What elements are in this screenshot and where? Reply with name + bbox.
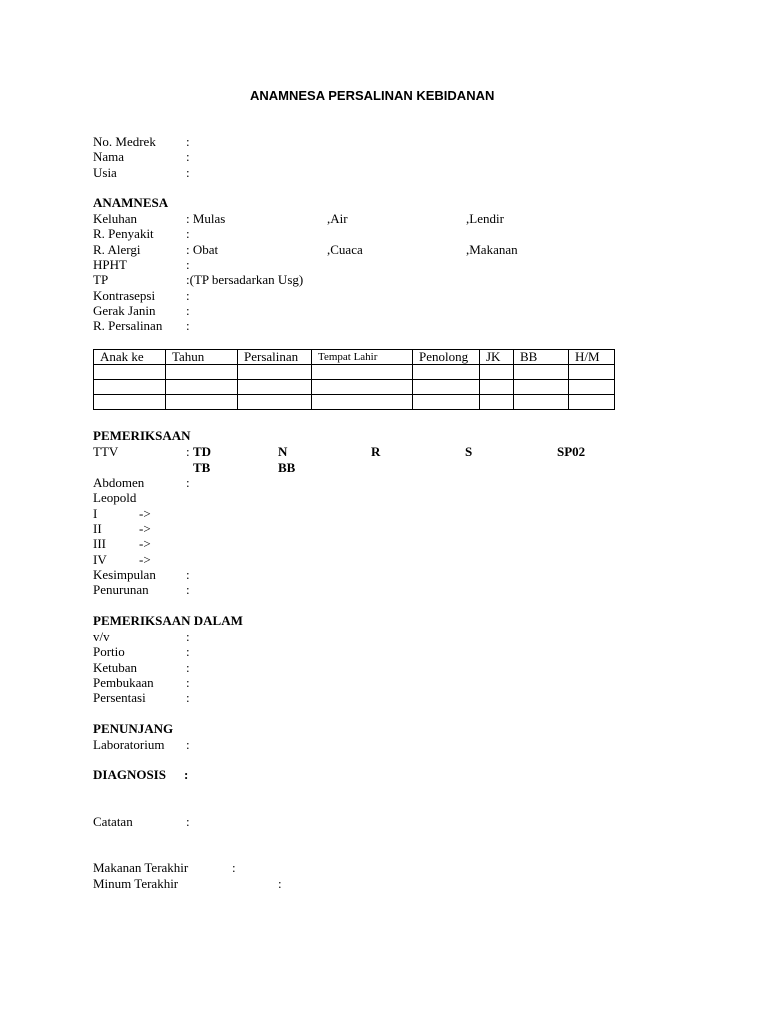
field-label: Portio	[93, 644, 125, 660]
field-label: Kontrasepsi	[93, 287, 156, 303]
field-label: Nama	[93, 149, 125, 165]
field-label: Ketuban	[93, 659, 138, 675]
option-label: ,Cuaca	[327, 241, 363, 257]
field-separator: ->	[139, 505, 151, 521]
table-cell[interactable]	[238, 380, 312, 395]
column-header: JK	[480, 350, 514, 365]
field-label: R. Penyakit	[93, 226, 154, 242]
field-label: HPHT	[93, 256, 127, 272]
field-label: Catatan	[93, 814, 133, 829]
field-label: Penurunan	[93, 582, 149, 598]
field-label: Pembukaan	[93, 674, 154, 690]
table-cell[interactable]	[312, 395, 413, 410]
table-cell[interactable]	[94, 380, 166, 395]
column-header: BB	[514, 350, 569, 365]
table-cell[interactable]	[94, 365, 166, 380]
field-value: :	[186, 256, 190, 272]
field-value: : Mulas	[186, 211, 226, 226]
column-header: Penolong	[413, 350, 480, 365]
field-label: Leopold	[93, 490, 137, 506]
field-label: Abdomen	[93, 475, 145, 490]
section-heading-pemeriksaan-dalam: PEMERIKSAAN DALAM	[93, 613, 243, 628]
field-separator: :	[186, 737, 190, 752]
field-label: Gerak Janin	[93, 302, 156, 318]
field-separator: :	[186, 674, 190, 690]
field-label: I	[93, 505, 98, 521]
field-separator: ->	[139, 520, 151, 536]
field-separator: :	[186, 629, 190, 644]
field-separator: ->	[139, 551, 151, 567]
history-table	[93, 349, 615, 410]
table-cell[interactable]	[514, 395, 569, 410]
table-cell[interactable]	[413, 395, 480, 410]
option-label: ,Lendir	[466, 211, 504, 226]
field-label: III	[93, 536, 106, 552]
vital-sign-label: N	[278, 444, 288, 459]
column-header: H/M	[569, 350, 615, 365]
vital-sign-label: S	[465, 444, 473, 459]
field-label: R. Alergi	[93, 241, 141, 257]
field-label: TTV	[93, 444, 119, 459]
table-row	[94, 365, 615, 380]
table-cell[interactable]	[238, 365, 312, 380]
table-row	[94, 380, 615, 395]
table-cell[interactable]	[480, 365, 514, 380]
table-cell[interactable]	[413, 380, 480, 395]
table-cell[interactable]	[480, 395, 514, 410]
field-value: :	[186, 302, 190, 318]
vital-sign-label: BB	[278, 460, 296, 475]
option-label: ,Makanan	[466, 241, 518, 257]
field-value: :	[186, 318, 190, 334]
field-label: TP	[93, 272, 109, 288]
field-separator: :	[186, 814, 190, 829]
table-cell[interactable]	[569, 380, 615, 395]
field-label: Laboratorium	[93, 737, 165, 752]
field-label: Kesimpulan	[93, 566, 156, 582]
vital-sign-label: R	[371, 444, 381, 459]
field-separator: :	[186, 149, 190, 165]
field-label: Keluhan	[93, 211, 138, 226]
field-label: Usia	[93, 164, 117, 180]
field-separator: :	[186, 644, 190, 660]
field-label: R. Persalinan	[93, 318, 163, 334]
field-label: Makanan Terakhir	[93, 860, 189, 875]
table-cell[interactable]	[569, 395, 615, 410]
table-cell[interactable]	[480, 380, 514, 395]
section-heading-penunjang: PENUNJANG	[93, 721, 174, 736]
field-separator: :	[232, 860, 236, 875]
column-header: Tempat Lahir	[312, 350, 413, 365]
table-cell[interactable]	[238, 395, 312, 410]
field-separator: :	[186, 164, 190, 180]
table-cell[interactable]	[514, 380, 569, 395]
vital-sign-label: TD	[193, 444, 212, 459]
table-row	[94, 395, 615, 410]
table-cell[interactable]	[569, 365, 615, 380]
field-separator: :	[184, 767, 189, 782]
option-label: ,Air	[327, 211, 348, 226]
table-cell[interactable]	[94, 395, 166, 410]
column-header: Tahun	[166, 350, 238, 365]
column-header: Persalinan	[238, 350, 312, 365]
section-heading-pemeriksaan: PEMERIKSAAN	[93, 428, 191, 443]
table-cell[interactable]	[413, 365, 480, 380]
field-separator: ->	[139, 536, 151, 552]
field-separator: :	[186, 566, 190, 582]
field-label: Persentasi	[93, 690, 146, 706]
field-label: v/v	[93, 629, 110, 644]
field-label: IV	[93, 551, 107, 567]
vital-sign-label: TB	[193, 460, 211, 475]
table-cell[interactable]	[312, 365, 413, 380]
form-title: ANAMNESA PERSALINAN KEBIDANAN	[250, 88, 495, 103]
field-value: :(TP bersadarkan Usg)	[186, 272, 304, 288]
section-heading-anamnesa: ANAMNESA	[93, 195, 169, 210]
field-separator: :	[186, 659, 190, 675]
field-separator: :	[186, 690, 190, 706]
field-value: :	[186, 226, 190, 242]
field-value: :	[186, 287, 190, 303]
table-cell[interactable]	[166, 395, 238, 410]
field-label: No. Medrek	[93, 134, 156, 149]
column-header: Anak ke	[94, 350, 166, 365]
section-heading-diagnosis: DIAGNOSIS	[93, 767, 166, 782]
field-separator: :	[186, 475, 190, 490]
table-cell[interactable]	[312, 380, 413, 395]
table-cell[interactable]	[166, 365, 238, 380]
field-separator: :	[186, 582, 190, 598]
field-label: Minum Terakhir	[93, 876, 179, 891]
table-cell[interactable]	[514, 365, 569, 380]
field-label: II	[93, 520, 102, 536]
field-separator: :	[186, 444, 190, 459]
field-separator: :	[278, 876, 282, 891]
vital-sign-label: SP02	[557, 444, 586, 459]
field-separator: :	[186, 134, 190, 149]
table-cell[interactable]	[166, 380, 238, 395]
field-value: : Obat	[186, 241, 219, 257]
table-header-row	[94, 350, 615, 365]
